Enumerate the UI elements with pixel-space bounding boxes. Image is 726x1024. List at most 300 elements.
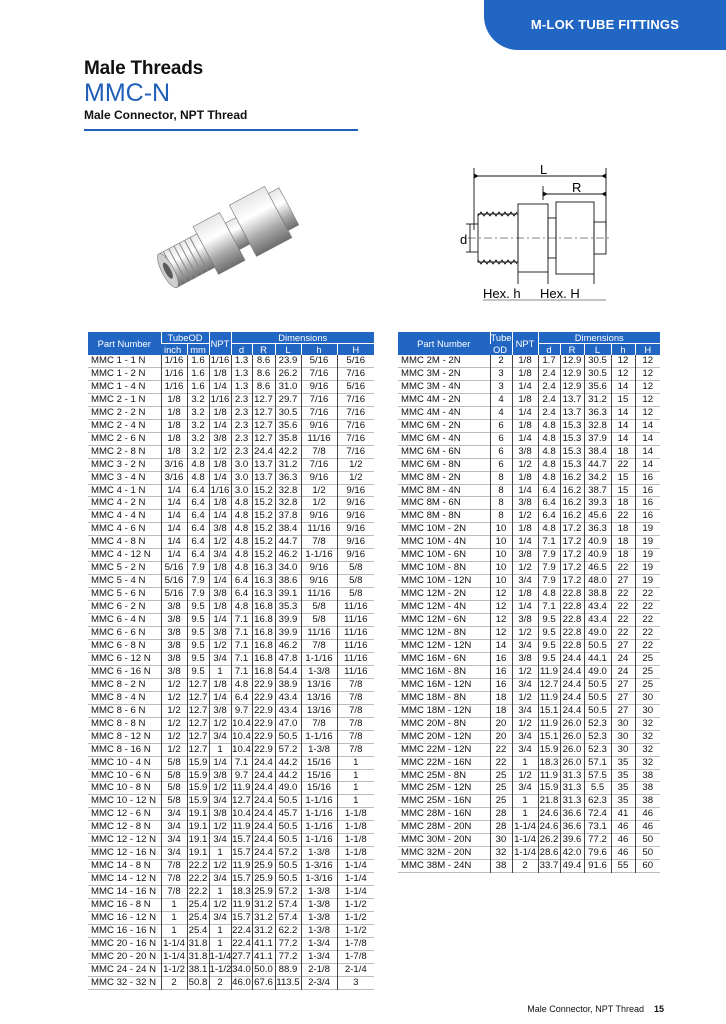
table-cell: 22.2 — [188, 886, 208, 898]
dim-label-d: d — [460, 232, 468, 247]
table-cell: 25 — [490, 795, 512, 808]
table-cell: MMC 8M - 2N — [401, 471, 461, 483]
table-cell: 24.4 — [560, 704, 584, 717]
table-cell: 1 — [209, 937, 231, 950]
table-cell: 7/8 — [337, 743, 374, 756]
table-row — [88, 665, 374, 678]
table-cell: 38 — [490, 860, 512, 873]
table-cell: 24.4 — [252, 821, 275, 834]
table-cell: 1-1/16 — [301, 821, 337, 834]
table-cell: 1/2 — [512, 691, 538, 704]
table-cell: 12 — [635, 406, 660, 419]
table-cell: 49.4 — [560, 860, 584, 873]
table-cell: 12.7 — [188, 704, 208, 716]
table-cell: 25 — [490, 782, 512, 795]
table-row — [88, 899, 374, 912]
col-L: L — [275, 344, 301, 356]
table-row — [398, 536, 660, 549]
table-cell: 6.4 — [231, 691, 252, 704]
table-cell: MMC 16M - 12N — [401, 678, 472, 690]
table-row — [88, 614, 374, 627]
table-cell: 36.3 — [275, 471, 301, 484]
table-cell: 1-1/8 — [337, 847, 374, 860]
footer-label: Male Connector, NPT Thread — [527, 1004, 644, 1014]
table-row — [88, 652, 374, 665]
table-cell: 3.0 — [231, 484, 252, 497]
table-cell: 5/8 — [161, 782, 187, 795]
table-cell: 22 — [611, 588, 635, 601]
page-footer — [527, 1004, 664, 1014]
table-cell: 57.2 — [275, 743, 301, 756]
table-cell: 26.0 — [560, 743, 584, 756]
table-cell: MMC 4M - 4N — [401, 406, 461, 418]
table-cell: MMC 5 - 6 N — [91, 588, 146, 600]
table-cell: 50.5 — [275, 730, 301, 743]
table-cell: 25 — [635, 652, 660, 665]
table-cell: 1/4 — [161, 536, 187, 549]
table-cell: MMC 3M - 2N — [401, 367, 461, 379]
table-cell: 32.8 — [584, 419, 611, 432]
table-cell: 3/8 — [209, 627, 231, 640]
table-cell: 2 — [161, 976, 187, 989]
table-cell: MMC 38M - 24N — [401, 860, 472, 872]
table-cell: 7.1 — [231, 652, 252, 665]
table-cell: MMC 12 - 8 N — [91, 821, 151, 833]
table-cell: 1/2 — [512, 458, 538, 471]
table-cell: MMC 18M - 8N — [401, 691, 467, 703]
table-cell: 3/4 — [161, 847, 187, 860]
table-cell: 30 — [611, 743, 635, 756]
table-cell: MMC 12 - 6 N — [91, 808, 151, 820]
table-cell: 11/16 — [301, 523, 337, 536]
table-cell: 50.5 — [584, 678, 611, 691]
table-cell: 1-1/16 — [301, 652, 337, 665]
table-cell: MMC 20M - 12N — [401, 730, 472, 742]
table-cell: 6.4 — [187, 484, 209, 497]
table-cell: 30 — [635, 704, 660, 717]
table-cell: 2.4 — [538, 367, 560, 380]
table-cell: 77.2 — [275, 937, 301, 950]
table-cell: 24.4 — [560, 652, 584, 665]
table-cell: 1-3/16 — [301, 860, 337, 873]
table-cell: 16.3 — [252, 575, 275, 588]
table-cell: MMC 8 - 8 N — [91, 717, 146, 729]
table-cell: 9/16 — [301, 575, 337, 588]
table-cell: 50 — [635, 834, 660, 847]
table-cell: 3/4 — [209, 730, 231, 743]
table-cell: 9/16 — [337, 523, 374, 536]
table-row — [398, 795, 660, 808]
table-cell: 7.1 — [231, 756, 252, 769]
table-cell: 1 — [161, 911, 187, 924]
table-cell: 32 — [635, 717, 660, 730]
table-cell: 7.9 — [538, 562, 560, 575]
table-cell: 4.8 — [231, 678, 252, 691]
table-cell: 1 — [512, 808, 538, 821]
table-row — [88, 782, 374, 795]
table-cell: 39.9 — [275, 614, 301, 627]
table-cell: 1/4 — [209, 614, 231, 627]
table-cell: 6.4 — [187, 497, 209, 510]
table-cell: 7/16 — [301, 406, 337, 419]
table-cell: 14 — [611, 406, 635, 419]
table-cell: 40.9 — [584, 536, 611, 549]
table-cell: 1 — [337, 782, 374, 795]
table-cell: 30 — [635, 691, 660, 704]
table-cell: 5/8 — [161, 756, 187, 769]
table-cell: 39.9 — [275, 627, 301, 640]
table-cell: 1 — [161, 899, 187, 912]
table-cell: 30 — [611, 717, 635, 730]
table-cell: 1/4 — [161, 484, 187, 497]
table-cell: 67.6 — [252, 976, 275, 989]
table-cell: 8.6 — [252, 367, 275, 380]
table-cell: 3/4 — [209, 549, 231, 562]
table-cell: 18 — [611, 497, 635, 510]
table-cell: 11.9 — [232, 860, 251, 872]
table-cell: 16.2 — [560, 484, 584, 497]
table-cell: 3/4 — [209, 795, 231, 808]
table-cell: 15.7 — [232, 873, 251, 885]
col-d: d — [231, 344, 252, 356]
col-h: h — [301, 344, 337, 356]
table-cell: 22.4 — [232, 937, 251, 949]
table-cell: 46.0 — [232, 976, 251, 988]
table-cell: MMC 12M - 2N — [401, 588, 467, 600]
table-cell: 5/8 — [337, 562, 374, 575]
table-cell: 20 — [490, 717, 512, 730]
table-cell: 6.4 — [187, 523, 209, 536]
table-cell: 57.2 — [275, 886, 301, 899]
table-cell: 19.1 — [188, 808, 208, 820]
table-cell: 46.5 — [584, 562, 611, 575]
table-row — [88, 691, 374, 704]
table-cell: 50 — [635, 847, 660, 860]
table-cell: 1/2 — [512, 717, 538, 730]
table-cell: MMC 25M - 8N — [401, 769, 467, 781]
table-cell: 16 — [635, 471, 660, 484]
table-cell: 1/2 — [209, 899, 231, 912]
table-cell: 3/8 — [161, 665, 187, 678]
table-row — [398, 678, 660, 691]
table-cell: 38 — [635, 795, 660, 808]
table-cell: 4.8 — [187, 458, 209, 471]
table-cell: 1-1/8 — [337, 834, 374, 847]
table-cell: 1/4 — [209, 691, 231, 704]
table-cell: 1-1/4 — [161, 950, 187, 963]
table-cell: 32 — [635, 743, 660, 756]
table-row — [88, 458, 374, 471]
table-cell: 15.2 — [252, 510, 275, 523]
table-cell: MMC 12 - 12 N — [91, 834, 157, 846]
table-cell: 22.9 — [252, 730, 275, 743]
table-cell: 40.9 — [584, 549, 611, 562]
table-cell: 4.8 — [538, 471, 560, 484]
table-cell: 6 — [490, 458, 512, 471]
table-row — [88, 497, 374, 510]
table-cell: MMC 2M - 2N — [401, 355, 461, 366]
table-row — [398, 756, 660, 769]
table-cell: 1/8 — [161, 406, 187, 419]
table-cell: MMC 6M - 2N — [401, 419, 461, 431]
table-cell: 11/16 — [301, 627, 337, 640]
table-cell: 1/4 — [161, 510, 187, 523]
table-cell: 14 — [635, 419, 660, 432]
table-cell: 52.3 — [584, 730, 611, 743]
col-R: R — [560, 344, 584, 356]
col-R: R — [252, 344, 275, 356]
table-cell: MMC 2 - 6 N — [91, 432, 146, 444]
table-cell: 3/8 — [161, 614, 187, 627]
table-cell: 1-1/4 — [337, 873, 374, 886]
table-cell: 11.9 — [538, 717, 560, 730]
table-row — [88, 419, 374, 432]
table-cell: 9/16 — [337, 549, 374, 562]
table-cell: 8 — [490, 497, 512, 510]
table-cell: 44.7 — [584, 458, 611, 471]
table-cell: 1/2 — [209, 639, 231, 652]
table-cell: 4.8 — [538, 445, 560, 458]
table-row — [398, 523, 660, 536]
table-cell: 9/16 — [337, 536, 374, 549]
table-cell: 6.4 — [538, 484, 560, 497]
table-cell: 39.6 — [560, 834, 584, 847]
table-cell: 15 — [611, 393, 635, 406]
table-row — [88, 393, 374, 406]
table-cell: MMC 6 - 16 N — [91, 665, 151, 677]
table-cell: 2.4 — [538, 406, 560, 419]
table-cell: 15/16 — [301, 769, 337, 782]
table-row — [88, 717, 374, 730]
table-cell: 1 — [209, 886, 231, 899]
table-cell: 3/4 — [209, 652, 231, 665]
table-cell: 1.3 — [231, 380, 252, 393]
table-cell: 24.4 — [252, 782, 275, 795]
col-tube: Tube — [490, 332, 512, 344]
table-cell: 31.0 — [275, 380, 301, 393]
table-cell: MMC 6M - 8N — [401, 458, 461, 470]
product-code: MMC-N — [84, 79, 171, 107]
table-cell: 12.7 — [188, 678, 208, 690]
table-cell: MMC 28M - 16N — [401, 808, 472, 820]
table-cell: 22 — [635, 614, 660, 627]
fitting-photo — [150, 170, 320, 300]
table-cell: 1/2 — [161, 691, 187, 704]
table-cell: 1/16 — [161, 355, 187, 367]
table-row — [88, 445, 374, 458]
table-cell: MMC 8 - 12 N — [91, 730, 151, 742]
table-cell: MMC 5 - 2 N — [91, 562, 146, 574]
table-cell: MMC 16 - 8 N — [91, 899, 151, 911]
table-cell: 9.5 — [538, 639, 560, 652]
table-cell: 3/16 — [161, 471, 187, 484]
table-cell: 16.8 — [252, 665, 275, 678]
table-cell: 1/8 — [209, 562, 231, 575]
table-cell: 6 — [490, 445, 512, 458]
table-cell: 35.6 — [584, 380, 611, 393]
table-cell: 4.8 — [231, 562, 252, 575]
table-cell: 3/8 — [209, 432, 231, 445]
table-cell: 3.0 — [231, 458, 252, 471]
table-cell: 9/16 — [337, 510, 374, 523]
table-cell: 12 — [490, 627, 512, 640]
table-row — [88, 834, 374, 847]
table-cell: 15.2 — [252, 549, 275, 562]
table-cell: 4 — [490, 393, 512, 406]
table-cell: 34.0 — [275, 562, 301, 575]
table-row — [398, 458, 660, 471]
table-cell: MMC 12M - 12N — [401, 639, 472, 651]
table-cell: 10 — [490, 562, 512, 575]
table-cell: MMC 10M - 2N — [401, 523, 467, 535]
table-cell: 11.9 — [538, 665, 560, 678]
table-cell: 28 — [490, 808, 512, 821]
table-cell: 2-1/4 — [337, 963, 374, 976]
table-cell: 1/4 — [209, 575, 231, 588]
table-row — [88, 601, 374, 614]
table-row — [398, 834, 660, 847]
table-cell: 11/16 — [337, 665, 374, 678]
table-cell: MMC 18M - 12N — [401, 704, 472, 716]
table-cell: 3/8 — [161, 601, 187, 614]
table-cell: MMC 10 - 4 N — [91, 756, 151, 768]
table-row — [398, 484, 660, 497]
table-cell: 15.3 — [560, 458, 584, 471]
table-row — [88, 355, 374, 367]
table-cell: 2.4 — [538, 380, 560, 393]
table-row — [88, 549, 374, 562]
table-cell: 1/2 — [512, 627, 538, 640]
table-cell: 43.4 — [584, 601, 611, 614]
table-cell: 6.4 — [231, 588, 252, 601]
table-cell: 9/16 — [337, 484, 374, 497]
table-row — [88, 484, 374, 497]
table-cell: MMC 8M - 8N — [401, 510, 461, 522]
table-cell: 7.1 — [231, 627, 252, 640]
table-cell: 1/8 — [209, 497, 231, 510]
table-cell: 3/4 — [512, 730, 538, 743]
table-cell: 1-1/8 — [337, 808, 374, 821]
table-cell: 15.2 — [252, 536, 275, 549]
table-cell: 7/8 — [301, 639, 337, 652]
table-cell: 4.8 — [538, 523, 560, 536]
table-cell: 16 — [635, 484, 660, 497]
table-cell: 3/4 — [512, 704, 538, 717]
table-cell: 27 — [611, 678, 635, 691]
table-cell: 1-1/2 — [337, 911, 374, 924]
table-cell: 15.9 — [539, 782, 559, 794]
table-cell: 16.8 — [252, 601, 275, 614]
table-cell: 29.7 — [275, 393, 301, 406]
table-cell: 22 — [635, 588, 660, 601]
table-cell: MMC 20 - 20 N — [91, 950, 157, 962]
table-row — [398, 471, 660, 484]
table-cell: 12.9 — [560, 380, 584, 393]
table-cell: 15.3 — [560, 445, 584, 458]
table-cell: 57.2 — [275, 847, 301, 860]
table-cell: 18 — [611, 523, 635, 536]
table-cell: 13/16 — [301, 704, 337, 717]
table-cell: 15.2 — [252, 497, 275, 510]
table-row — [88, 627, 374, 640]
table-row — [88, 769, 374, 782]
table-cell: 19 — [635, 562, 660, 575]
table-row — [88, 743, 374, 756]
table-cell: 45.7 — [275, 808, 301, 821]
table-cell: 1.6 — [187, 355, 209, 367]
table-cell: MMC 4 - 6 N — [91, 523, 146, 535]
table-cell: 1/4 — [512, 484, 538, 497]
table-cell: 15 — [611, 471, 635, 484]
table-cell: MMC 6 - 12 N — [91, 652, 151, 664]
table-cell: 46 — [611, 847, 635, 860]
table-cell: 9.5 — [538, 627, 560, 640]
table-cell: 12 — [635, 367, 660, 380]
page-number: 15 — [653, 1004, 664, 1014]
dim-label-R: R — [572, 180, 582, 195]
table-cell: 1-1/2 — [337, 924, 374, 937]
table-cell: MMC 4 - 8 N — [91, 536, 146, 548]
table-cell: 1/2 — [301, 484, 337, 497]
table-row — [88, 886, 374, 899]
table-cell: 7/8 — [337, 704, 374, 717]
table-cell: MMC 10M - 12N — [401, 575, 472, 587]
col-npt: NPT — [512, 332, 538, 355]
table-cell: 91.6 — [584, 860, 611, 873]
table-cell: 3/4 — [209, 834, 231, 847]
table-cell: 10 — [490, 575, 512, 588]
table-cell: MMC 8 - 4 N — [91, 691, 146, 703]
table-cell: 22.8 — [560, 601, 584, 614]
table-cell: 14 — [611, 380, 635, 393]
table-cell: MMC 4 - 12 N — [91, 549, 151, 561]
table-cell: 72.4 — [584, 808, 611, 821]
table-cell: 2.3 — [231, 419, 252, 432]
table-cell: 12.7 — [539, 678, 559, 690]
table-cell: 2-1/8 — [301, 963, 337, 976]
table-cell: MMC 12 - 16 N — [91, 847, 157, 859]
table-cell: 25 — [635, 678, 660, 691]
table-cell: 1/2 — [161, 717, 187, 730]
table-cell: MMC 24 - 24 N — [91, 963, 157, 975]
table-cell: 5/16 — [337, 380, 374, 393]
table-cell: 1-7/8 — [337, 950, 374, 963]
col-npt: NPT — [209, 332, 231, 355]
table-cell: 43.4 — [275, 691, 301, 704]
table-cell: MMC 1 - 4 N — [91, 380, 146, 392]
table-cell: 1-3/8 — [301, 847, 337, 860]
table-cell: 25.9 — [252, 860, 275, 873]
table-cell: 7/8 — [337, 730, 374, 743]
table-cell: 48.0 — [584, 575, 611, 588]
table-cell: 3/4 — [512, 678, 538, 691]
table-cell: 19 — [635, 575, 660, 588]
table-cell: 10 — [490, 549, 512, 562]
table-cell: 22 — [490, 743, 512, 756]
table-cell: MMC 14 - 16 N — [91, 886, 157, 898]
table-cell: 32.8 — [275, 497, 301, 510]
table-cell: 11.9 — [538, 691, 560, 704]
table-cell: 1/4 — [161, 497, 187, 510]
table-cell: 11.9 — [538, 769, 560, 782]
table-cell: 24.4 — [560, 678, 584, 691]
table-cell: 15.1 — [539, 730, 559, 742]
table-row — [398, 704, 660, 717]
table-cell: 1/8 — [209, 601, 231, 614]
table-cell: 41.1 — [252, 937, 275, 950]
table-cell: 1/8 — [512, 393, 538, 406]
table-cell: 7.1 — [538, 536, 560, 549]
